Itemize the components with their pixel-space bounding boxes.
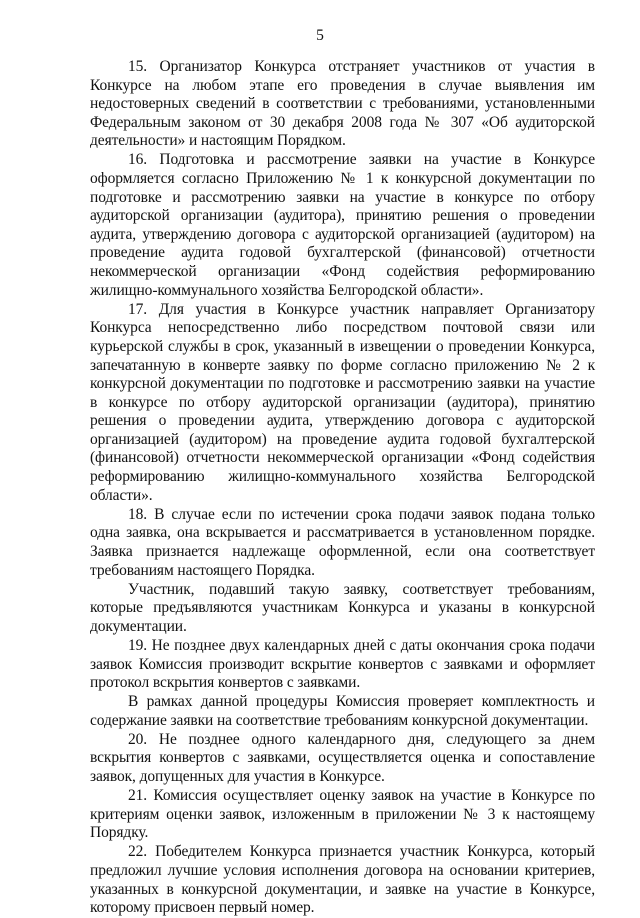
paragraph-17: 17. Для участия в Конкурсе участник направляет Организатору Конкурса непосредственно либо посредством почтовой связи или курьерской службы в срок, указанный в извещении о проведении Конкурса, запечатанную в конверте заявку по форме согласно приложению № 2 к конкурсной документации по подготовке и рассмотрению заявки на участие в конкурсе по отбору аудиторской организации (аудитора), принятию решения о проведении аудита, утверждению договора с аудиторской организацией (аудитором) на проведение аудита годовой бухгалтерской (финансовой) отчетности некоммерческой организации «Фонд содействия реформированию жилищно-коммунального хозяйства Белгородской области». bbox=[90, 300, 595, 504]
paragraph-15: 15. Организатор Конкурса отстраняет участников от участия в Конкурсе на любом этапе его проведения в случае выявления им недостоверных сведений в соответствии с требованиями, установленными Федеральным законом от 30 декабря 2008 года № 307 «Об аудиторской деятельности» и настоящим Порядком. bbox=[90, 58, 595, 150]
paragraph-20: 20. Не позднее одного календарного дня, следующего за днем вскрытия конвертов с заявками, осуществляется оценка и сопоставление заявок, допущенных для участия в Конкурсе. bbox=[90, 730, 595, 786]
paragraph-19-continued: В рамках данной процедуры Комиссия проверяет комплектность и содержание заявки на соответствие требованиям конкурсной документации. bbox=[90, 693, 595, 729]
paragraph-19: 19. Не позднее двух календарных дней с даты окончания срока подачи заявок Комиссия производит вскрытие конвертов с заявками и оформляет протокол вскрытия конвертов с заявками. bbox=[90, 636, 595, 692]
page-number: 5 bbox=[316, 27, 324, 44]
paragraph-16: 16. Подготовка и рассмотрение заявки на участие в Конкурсе оформляется согласно Приложению № 1 к конкурсной документации по подготовке и рассмотрению заявки на участие в конкурсе по отбору аудиторской организации (аудитора), принятию решения о проведении аудита, утверждению договора с аудиторской организацией (аудитором) на проведение аудита годовой бухгалтерской (финансовой) отчетности некоммерческой организации «Фонд содействия реформированию жилищно-коммунального хозяйства Белгородской области». bbox=[90, 151, 595, 299]
paragraph-18-continued: Участник, подавший такую заявку, соответствует требованиям, которые предъявляются участникам Конкурса и указаны в конкурсной документации. bbox=[90, 580, 595, 635]
paragraph-21: 21. Комиссия осуществляет оценку заявок на участие в Конкурсе по критериям оценки заявок, изложенным в приложении № 3 к настоящему Порядку. bbox=[90, 787, 595, 842]
document-body bbox=[90, 58, 595, 918]
paragraph-18: 18. В случае если по истечении срока подачи заявок подана только одна заявка, она вскрывается и рассматривается в установленном порядке. Заявка признается надлежаще оформленной, если она соответствует требованиям настоящего Порядка. bbox=[90, 505, 595, 579]
paragraph-22: 22. Победителем Конкурса признается участник Конкурса, который предложил лучшие условия исполнения договора на основании критериев, указанных в конкурсной документации, и заявке на участие в Конкурсе, которому присвоен первый номер. bbox=[90, 843, 595, 917]
